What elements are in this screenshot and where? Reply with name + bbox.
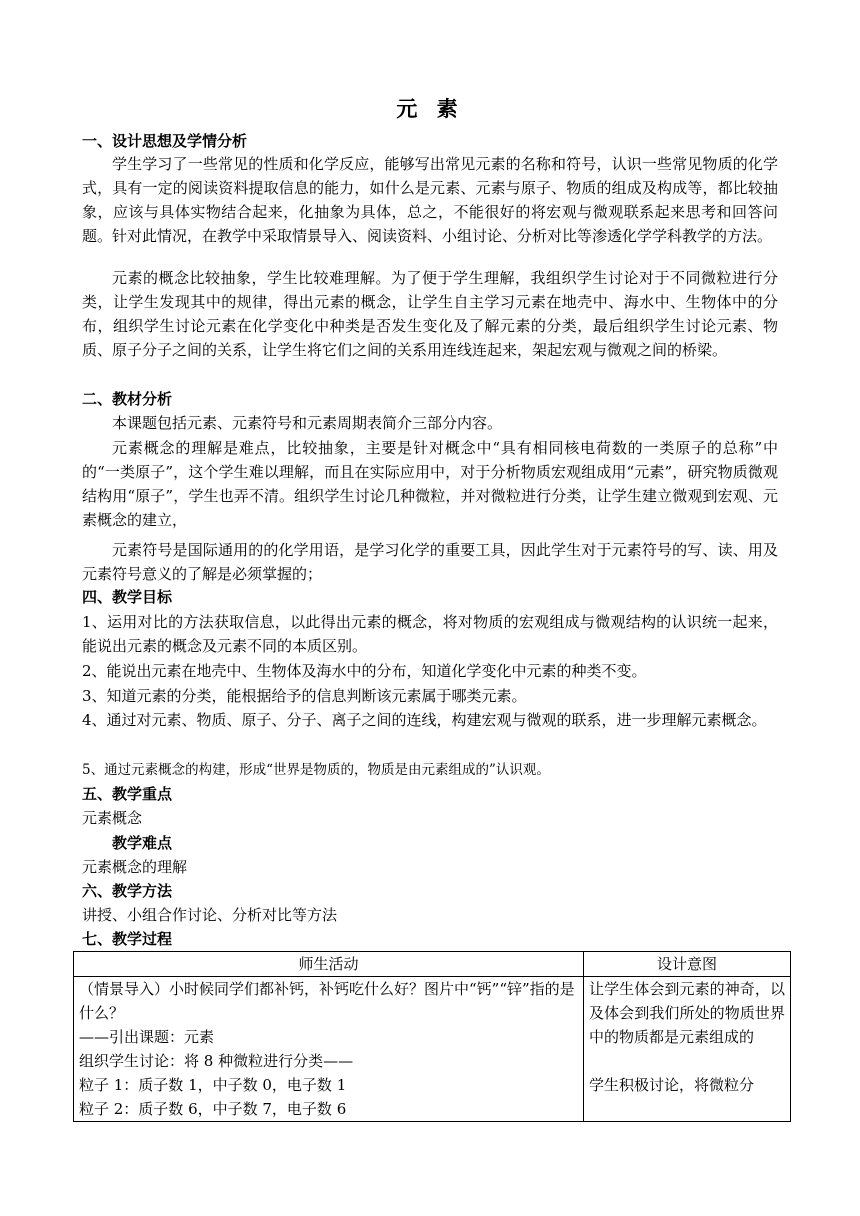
activity-line-3: 组织学生讨论：将 8 种微粒进行分类—— — [79, 1052, 354, 1070]
difficulty-text: 元素概念的理解 — [82, 858, 188, 876]
section-1-paragraph-1: 学生学习了一些常见的性质和化学反应，能够写出常见元素的名称和符号，认识一些常见物质的化学式，具有一定的阅读资料提取信息的能力，如什么是元素、元素与原子、物质的组成及构成等，都比较抽象，应该与具体实物结合起来，化抽象为具体，总之，不能很好的将宏观与微观联系起来思考和回答问题。针对此情况，在教学中采取情景导入、阅读资料、小组讨论、分析对比等渗透化学学科教学的方法。 — [82, 155, 778, 245]
objective-item-5: 5、通过元素概念的构建，形成“世界是物质的，物质是由元素组成的”认识观。 — [82, 762, 550, 778]
objective-item-4: 4、通过对元素、物质、原子、分子、离子之间的连线，构建宏观与微观的联系，进一步理解元素概念。 — [82, 711, 767, 729]
section-2-paragraph-1: 本课题包括元素、元素符号和元素周期表简介三部分内容。 — [112, 414, 503, 432]
activity-line-4: 粒子 1：质子数 1，中子数 0，电子数 1 — [79, 1076, 347, 1094]
method-text: 讲授、小组合作讨论、分析对比等方法 — [82, 906, 338, 924]
header-intent: 设计意图 — [584, 952, 791, 977]
section-1-paragraph-2: 元素的概念比较抽象，学生比较难理解。为了便于学生理解，我组织学生讨论对于不同微粒进行分类，让学生发现其中的规律，得出元素的概念，让学生自主学习元素在地壳中、海水中、生物体中的分布，组织学生讨论元素在化学变化中种类是否发生变化及了解元素的分类，最后组织学生讨论元素、物质、原子分子之间的关系，让学生将它们之间的关系用连线连起来，架起宏观与微观之间的桥梁。 — [82, 269, 778, 359]
table-row — [74, 977, 791, 1122]
header-activity: 师生活动 — [74, 952, 584, 977]
section-5-heading: 五、教学重点 — [82, 785, 173, 803]
section-2-paragraph-2: 元素概念的理解是难点，比较抽象，主要是针对概念中“具有相同核电荷数的一类原子的总称”中的“一类原子”，这个学生难以理解，而且在实际应用中，对于分析物质宏观组成用“元素”，研究物质微观结构用“原子”，学生也弄不清。组织学生讨论几种微粒，并对微粒进行分类，让学生建立微观到宏观、元素概念的建立， — [82, 439, 778, 529]
intent-spacer — [589, 1049, 785, 1073]
activity-cell — [74, 977, 584, 1122]
intent-text-2: 学生积极讨论，将微粒分 — [589, 1076, 755, 1094]
section-6-heading: 六、教学方法 — [82, 882, 173, 900]
key-point-text: 元素概念 — [82, 809, 143, 827]
difficulty-heading: 教学难点 — [112, 834, 173, 852]
activity-line-1: （情景导入）小时候同学们都补钙，补钙吃什么好？图片中“钙”“锌”指的是什么？ — [79, 980, 575, 1022]
section-2-paragraph-3: 元素符号是国际通用的的化学用语，是学习化学的重要工具，因此学生对于元素符号的写、读、用及元素符号意义的了解是必须掌握的； — [82, 541, 778, 583]
activity-line-5: 粒子 2：质子数 6，中子数 7，电子数 6 — [79, 1100, 347, 1118]
activity-line-2: ——引出课题：元素 — [79, 1028, 215, 1046]
table-header-row — [74, 952, 791, 977]
process-table — [73, 951, 791, 1122]
intent-cell — [584, 977, 791, 1122]
objective-item-3: 3、知道元素的分类，能根据给予的信息判断该元素属于哪类元素。 — [82, 687, 527, 705]
objective-item-1: 1、运用对比的方法获取信息，以此得出元素的概念，将对物质的宏观组成与微观结构的认识统一起来，能说出元素的概念及元素不同的本质区别。 — [82, 613, 778, 655]
intent-text-1: 让学生体会到元素的神奇，以及体会到我们所处的物质世界中的物质都是元素组成的 — [589, 980, 785, 1046]
page-title: 元 素 — [396, 97, 464, 121]
section-7-heading: 七、教学过程 — [82, 930, 173, 948]
section-1-heading: 一、设计思想及学情分析 — [82, 132, 248, 150]
section-4-heading: 四、教学目标 — [82, 588, 173, 606]
objective-item-2: 2、能说出元素在地壳中、生物体及海水中的分布，知道化学变化中元素的种类不变。 — [82, 662, 647, 680]
section-2-heading: 二、教材分析 — [82, 390, 173, 408]
